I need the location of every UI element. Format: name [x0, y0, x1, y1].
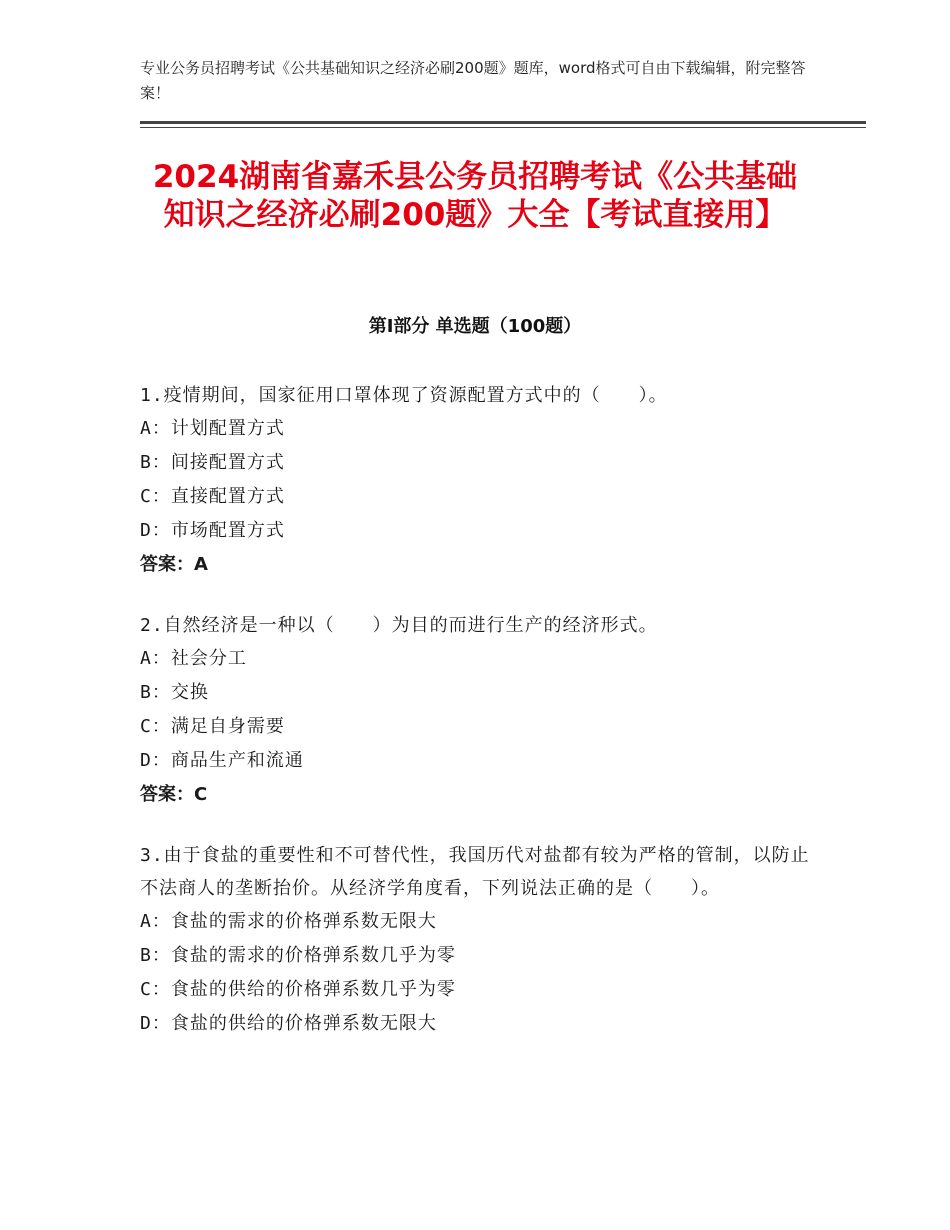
question-stem: 3.由于食盐的重要性和不可替代性，我国历代对盐都有较为严格的管制，以防止不法商人的垄断抬价。从经济学角度看，下列说法正确的是（ ）。 [140, 845, 810, 899]
question-stem: 1.疫情期间，国家征用口罩体现了资源配置方式中的（ ）。 [140, 385, 668, 406]
option-b: B：间接配置方式 [140, 452, 285, 473]
option-b: B：食盐的需求的价格弹系数几乎为零 [140, 945, 456, 966]
document-title: 2024湖南省嘉禾县公务员招聘考试《公共基础知识之经济必刷200题》大全【考试直接用】 [152, 159, 798, 233]
option-d: D：市场配置方式 [140, 520, 285, 541]
answer: 答案：A [140, 554, 208, 575]
question-list [140, 379, 810, 1068]
question-2 [140, 609, 810, 812]
option-c: C：满足自身需要 [140, 716, 285, 737]
answer: 答案：C [140, 784, 208, 805]
option-a: A：计划配置方式 [140, 418, 285, 439]
question-1 [140, 379, 810, 582]
option-d: D：商品生产和流通 [140, 750, 304, 771]
option-c: C：直接配置方式 [140, 486, 285, 507]
header-divider-thick [140, 121, 866, 124]
header-note: 专业公务员招聘考试《公共基础知识之经济必刷200题》题库，word格式可自由下载编辑，附完整答案！ [140, 59, 806, 102]
question-3 [140, 839, 810, 1041]
option-a: A：食盐的需求的价格弹系数无限大 [140, 911, 437, 932]
question-stem: 2.自然经济是一种以（ ）为目的而进行生产的经济形式。 [140, 615, 658, 636]
header-divider-thin [140, 127, 866, 128]
option-b: B：交换 [140, 682, 209, 703]
option-c: C：食盐的供给的价格弹系数几乎为零 [140, 979, 456, 1000]
option-a: A：社会分工 [140, 648, 247, 669]
section-title: 第Ⅰ部分 单选题（100题） [368, 316, 582, 337]
option-d: D：食盐的供给的价格弹系数无限大 [140, 1013, 437, 1034]
